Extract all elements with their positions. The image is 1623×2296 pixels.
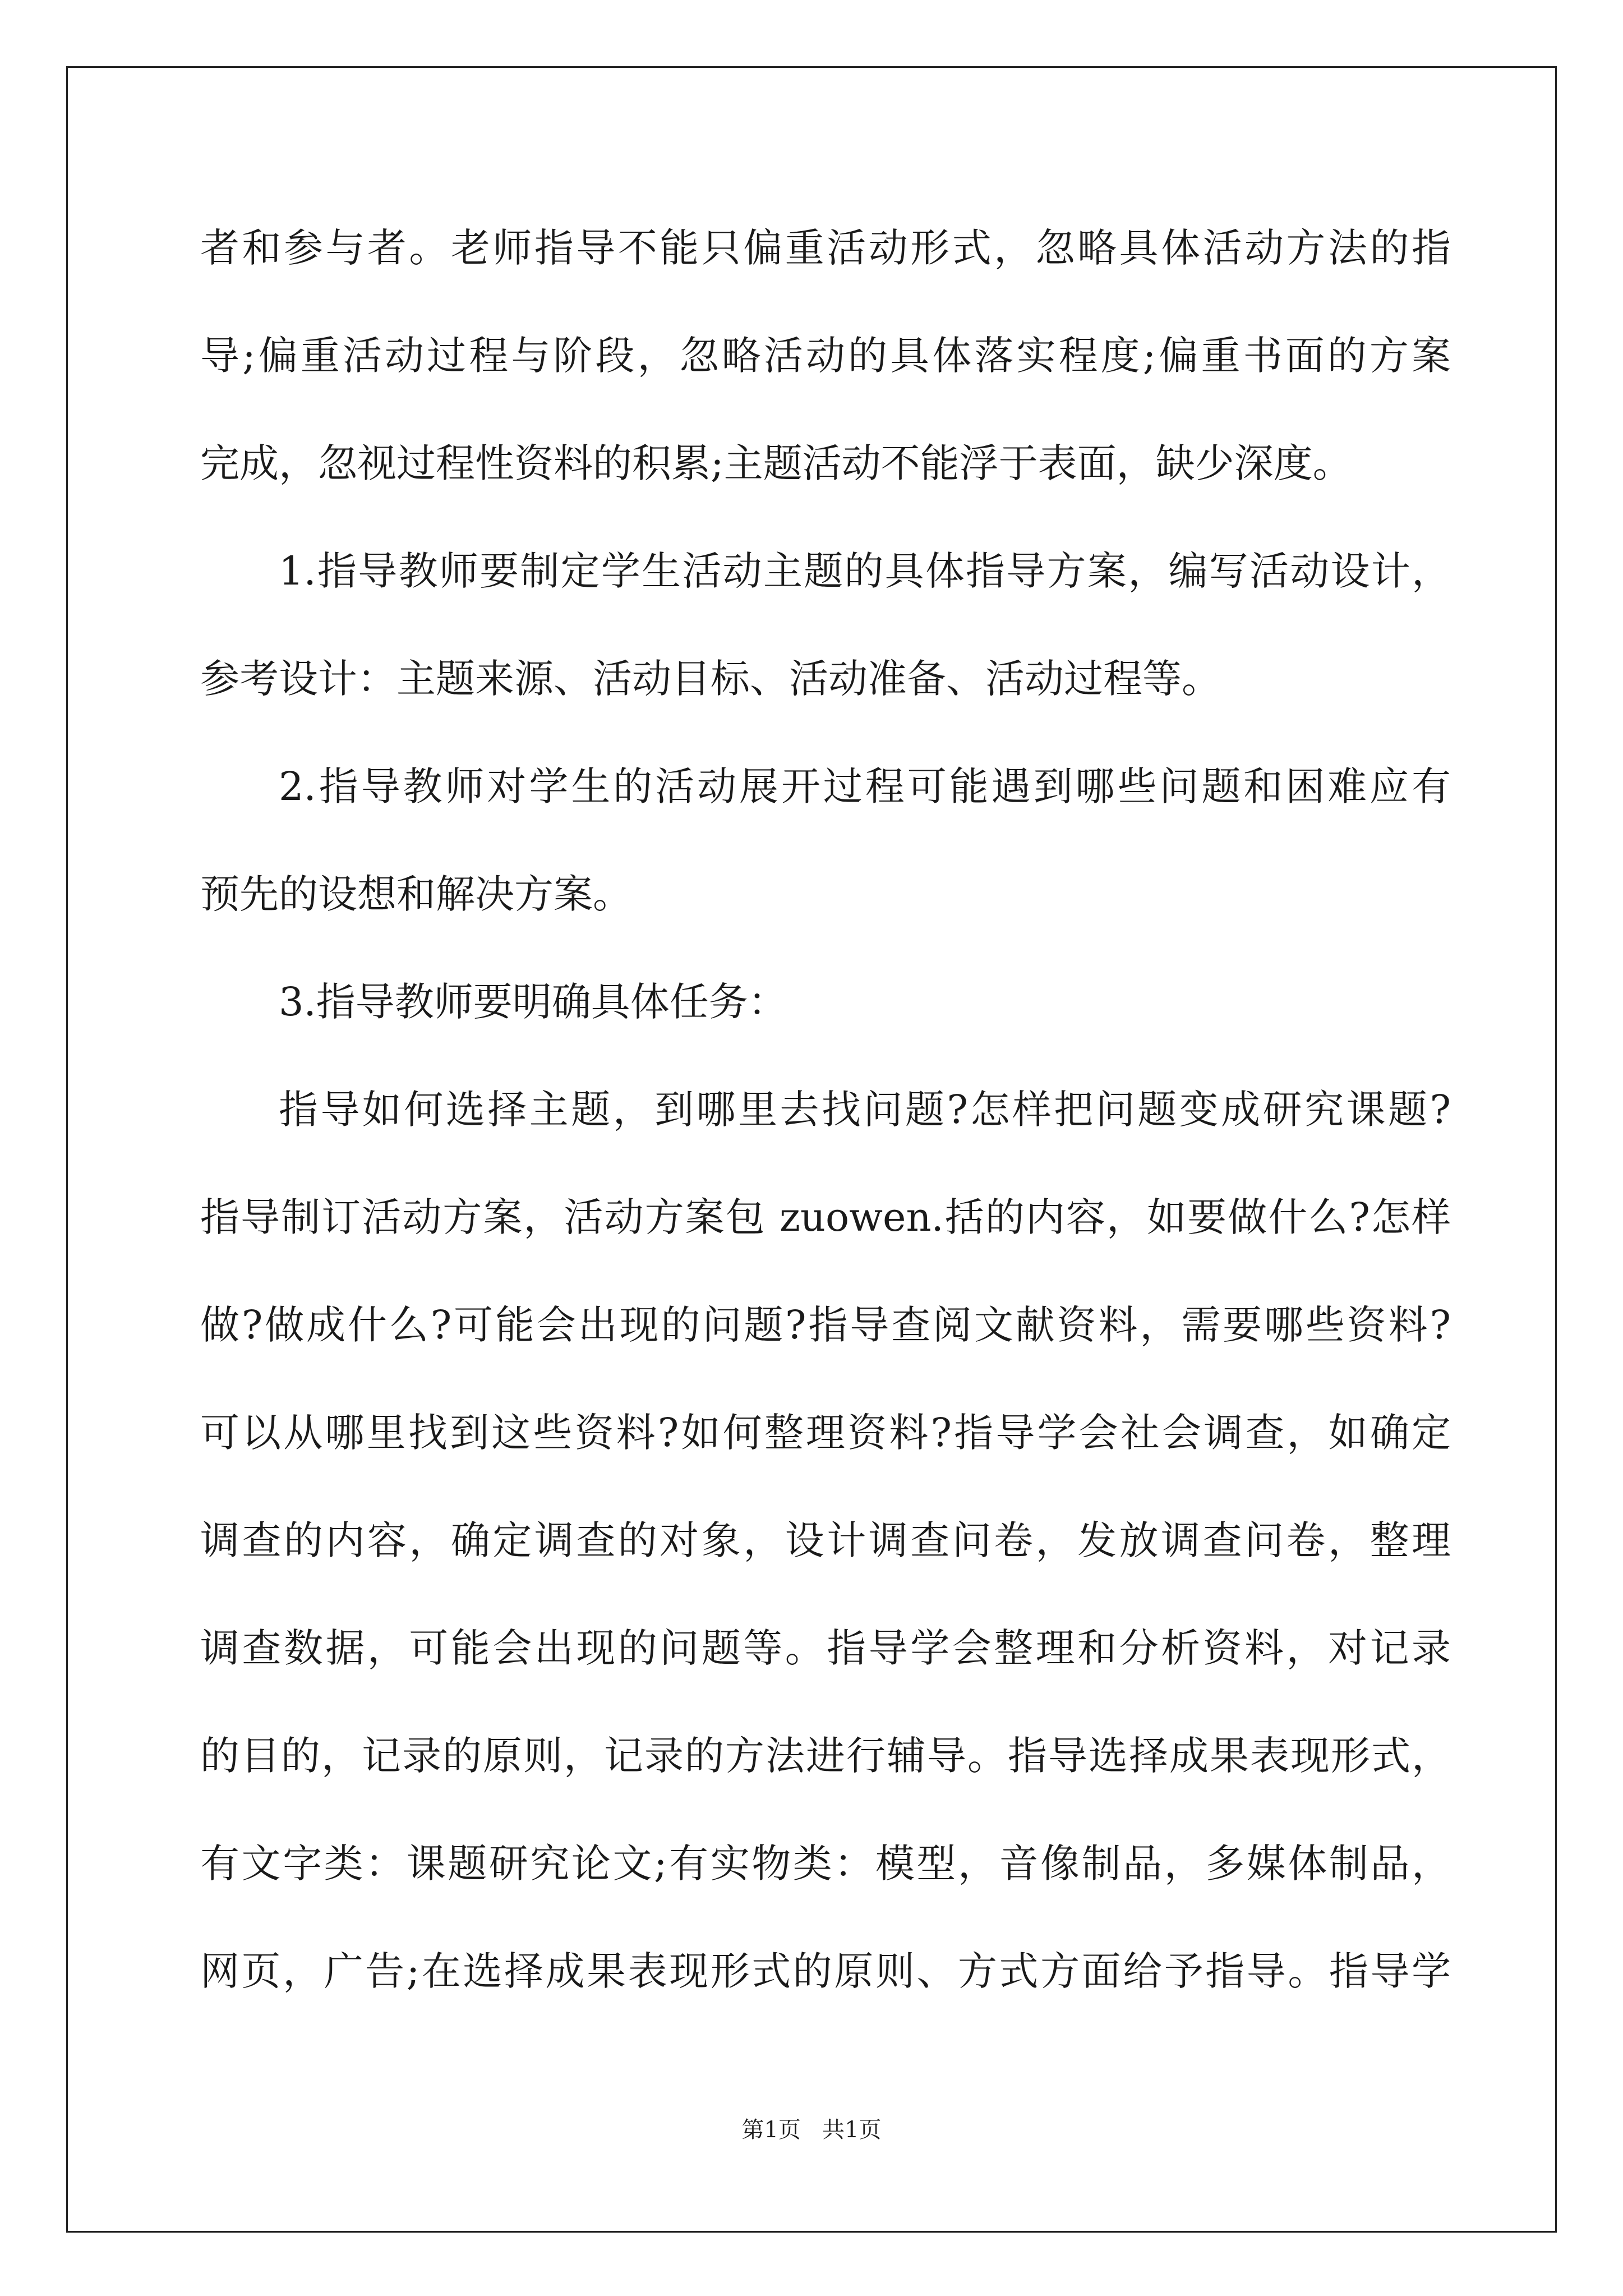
text-line: 参考设计：主题来源、活动目标、活动准备、活动过程等。 bbox=[200, 656, 1221, 702]
text-line: 者和参与者。老师指导不能只偏重活动形式，忽略具体活动方法的指 bbox=[200, 225, 1451, 271]
text-line: 完成，忽视过程性资料的积累;主题活动不能浮于表面，缺少深度。 bbox=[200, 440, 1352, 486]
text-line: 网页，广告;在选择成果表现形式的原则、方式方面给予指导。指导学 bbox=[200, 1948, 1451, 1994]
text-line: 可以从哪里找到这些资料?如何整理资料?指导学会社会调查，如确定 bbox=[200, 1410, 1451, 1456]
text-line: 有文字类：课题研究论文;有实物类：模型，音像制品，多媒体制品， bbox=[200, 1841, 1451, 1887]
text-line: 调查数据，可能会出现的问题等。指导学会整理和分析资料，对记录 bbox=[200, 1625, 1451, 1671]
text-line: 导;偏重活动过程与阶段，忽略活动的具体落实程度;偏重书面的方案 bbox=[200, 333, 1451, 379]
text-line: 做?做成什么?可能会出现的问题?指导查阅文献资料，需要哪些资料? bbox=[200, 1302, 1451, 1348]
text-line: 3.指导教师要明确具体任务： bbox=[279, 979, 787, 1025]
text-line: 指导制订活动方案，活动方案包 zuowen.括的内容，如要做什么?怎样 bbox=[200, 1194, 1451, 1240]
text-line: 2.指导教师对学生的活动展开过程可能遇到哪些问题和困难应有 bbox=[279, 763, 1451, 809]
page-border bbox=[66, 66, 1557, 2233]
text-line: 的目的，记录的原则，记录的方法进行辅导。指导选择成果表现形式， bbox=[200, 1733, 1451, 1779]
text-line: 1.指导教师要制定学生活动主题的具体指导方案，编写活动设计， bbox=[279, 548, 1451, 594]
page-footer: 第1页 共1页 bbox=[741, 2117, 882, 2143]
text-line: 指导如何选择主题，到哪里去找问题?怎样把问题变成研究课题? bbox=[279, 1087, 1451, 1133]
text-line: 调查的内容，确定调查的对象，设计调查问卷，发放调查问卷，整理 bbox=[200, 1517, 1451, 1563]
text-line: 预先的设想和解决方案。 bbox=[200, 871, 632, 917]
